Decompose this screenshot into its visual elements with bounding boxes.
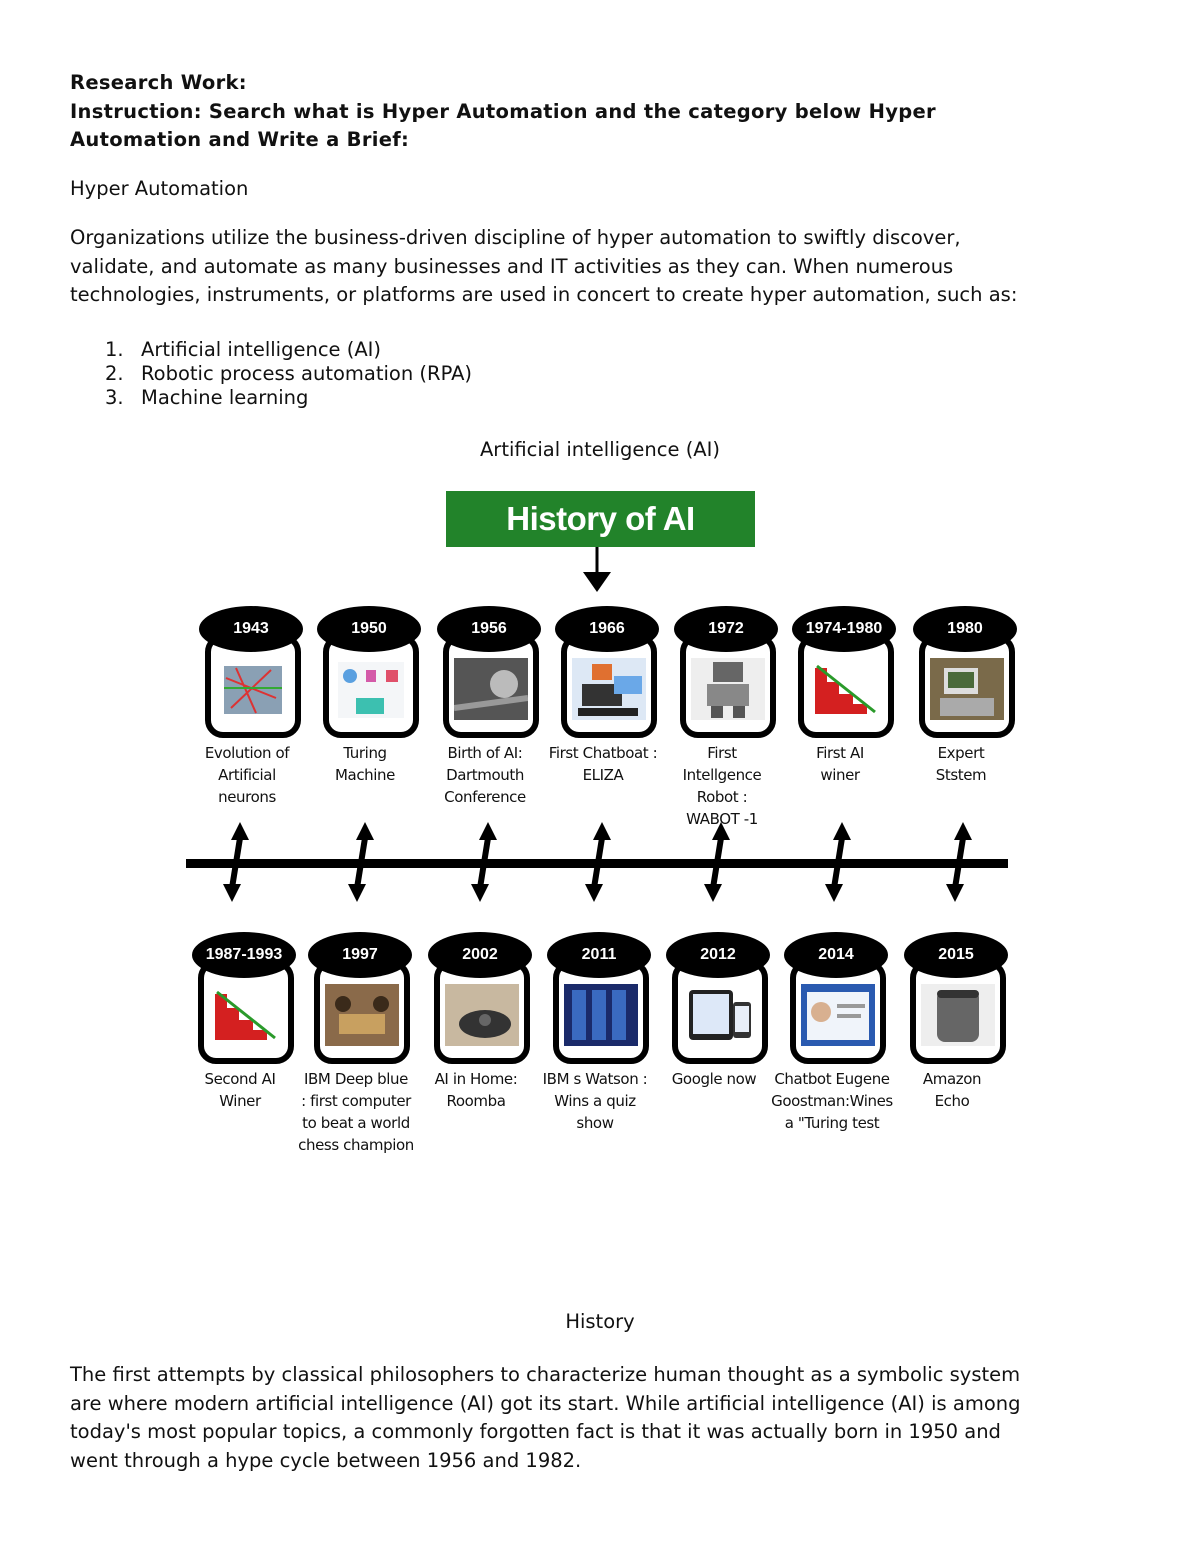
arrow-down-icon xyxy=(348,884,366,902)
technology-list xyxy=(70,338,472,410)
intro-paragraph xyxy=(70,224,1140,310)
arrow-down-icon xyxy=(704,884,722,902)
list-text: Robotic process automation (RPA) xyxy=(141,362,473,385)
history-line: are where modern artificial intelligence (AI) got its start. While artificial intelligence (AI) is among xyxy=(70,1391,1021,1415)
arrow-up-icon xyxy=(593,822,611,840)
event-picture-icon xyxy=(454,658,528,720)
event-caption: Expert Ststem xyxy=(935,744,987,784)
arrow-up-icon xyxy=(954,822,972,840)
year-label: 1974-1980 xyxy=(792,606,896,652)
list-number: 2. xyxy=(105,362,124,385)
list-item xyxy=(70,362,472,386)
event-picture-icon xyxy=(691,658,765,720)
history-title: History xyxy=(565,1310,635,1333)
event-caption: First Chatboat : ELIZA xyxy=(548,744,658,784)
section-title: Hyper Automation xyxy=(70,177,249,200)
list-number: 3. xyxy=(105,386,124,409)
event-caption: First Intellgence Robot : WABOT -1 xyxy=(682,744,762,828)
arrow-down-icon xyxy=(223,884,241,902)
event-caption: First AI winer xyxy=(816,744,864,784)
list-text: Artificial intelligence (AI) xyxy=(141,338,382,361)
event-picture-icon xyxy=(445,984,519,1046)
event-picture-icon xyxy=(209,984,283,1046)
event-picture-icon xyxy=(334,658,408,720)
year-label: 1980 xyxy=(913,606,1017,652)
ai-history-timeline-figure xyxy=(180,488,1020,1168)
instruction-line-2: Automation and Write a Brief: xyxy=(70,128,410,151)
research-work-heading: Research Work: xyxy=(70,71,247,94)
event-caption: Birth of AI: Dartmouth Conference xyxy=(444,744,526,806)
year-label: 2012 xyxy=(666,932,770,978)
timeline-banner: History of AI xyxy=(446,491,755,547)
year-label: 1966 xyxy=(555,606,659,652)
arrow-down-icon xyxy=(946,884,964,902)
timeline-axis xyxy=(186,859,1008,868)
list-item xyxy=(70,338,472,362)
event-caption: IBM Deep blue : first computer to beat a world chess champion xyxy=(298,1070,414,1154)
list-text: Machine learning xyxy=(141,386,309,409)
event-picture-icon xyxy=(564,984,638,1046)
arrow-down-icon xyxy=(471,884,489,902)
event-caption: Evolution of Artificial neurons xyxy=(204,744,290,806)
year-label: 1950 xyxy=(317,606,421,652)
arrow-up-icon xyxy=(479,822,497,840)
arrow-down-icon xyxy=(825,884,843,902)
event-picture-icon xyxy=(325,984,399,1046)
year-label: 1997 xyxy=(308,932,412,978)
year-label: 1987-1993 xyxy=(192,932,296,978)
history-line: went through a hype cycle between 1956 and 1982. xyxy=(70,1448,582,1472)
arrow-up-icon xyxy=(356,822,374,840)
year-label: 2015 xyxy=(904,932,1008,978)
arrow-up-icon xyxy=(833,822,851,840)
event-picture-icon xyxy=(572,658,646,720)
event-caption: Google now xyxy=(671,1070,757,1088)
event-caption: Chatbot Eugene Goostman:Wines a "Turing test xyxy=(771,1070,893,1132)
timeline-arrows xyxy=(180,488,1020,1168)
year-label: 2014 xyxy=(784,932,888,978)
year-label: 1943 xyxy=(199,606,303,652)
instruction-line-1: Instruction: Search what is Hyper Automation and the category below Hyper xyxy=(70,100,936,123)
intro-line: technologies, instruments, or platforms are used in concert to create hyper automation, such as: xyxy=(70,283,1018,306)
history-line: The first attempts by classical philosophers to characterize human thought as a symbolic system xyxy=(70,1363,1021,1386)
arrow-up-icon xyxy=(231,822,249,840)
figure-title: Artificial intelligence (AI) xyxy=(479,438,721,461)
year-label: 1956 xyxy=(437,606,541,652)
event-caption: Turing Machine xyxy=(335,744,395,784)
year-label: 1972 xyxy=(674,606,778,652)
event-picture-icon xyxy=(683,984,757,1046)
event-picture-icon xyxy=(809,658,883,720)
list-number: 1. xyxy=(105,338,124,361)
history-line: today's most popular topics, a commonly forgotten fact is that it was actually born in 1950 and xyxy=(70,1420,1001,1443)
event-caption: IBM s Watson : Wins a quiz show xyxy=(542,1070,648,1132)
list-item xyxy=(70,386,472,410)
event-picture-icon xyxy=(921,984,995,1046)
banner-arrow-icon xyxy=(583,572,611,592)
event-picture-icon xyxy=(216,658,290,720)
arrow-down-icon xyxy=(585,884,603,902)
event-picture-icon xyxy=(930,658,1004,720)
event-caption: AI in Home: Roomba xyxy=(434,1070,518,1110)
year-label: 2011 xyxy=(547,932,651,978)
intro-line: Organizations utilize the business-driven discipline of hyper automation to swiftly discover, xyxy=(70,226,961,249)
event-caption: Second AI Winer xyxy=(204,1070,276,1110)
year-label: 2002 xyxy=(428,932,532,978)
event-caption: Amazon Echo xyxy=(922,1070,982,1110)
intro-line: validate, and automate as many businesses and IT activities as they can. When numerous xyxy=(70,254,954,278)
history-paragraph xyxy=(70,1361,1140,1475)
event-picture-icon xyxy=(801,984,875,1046)
